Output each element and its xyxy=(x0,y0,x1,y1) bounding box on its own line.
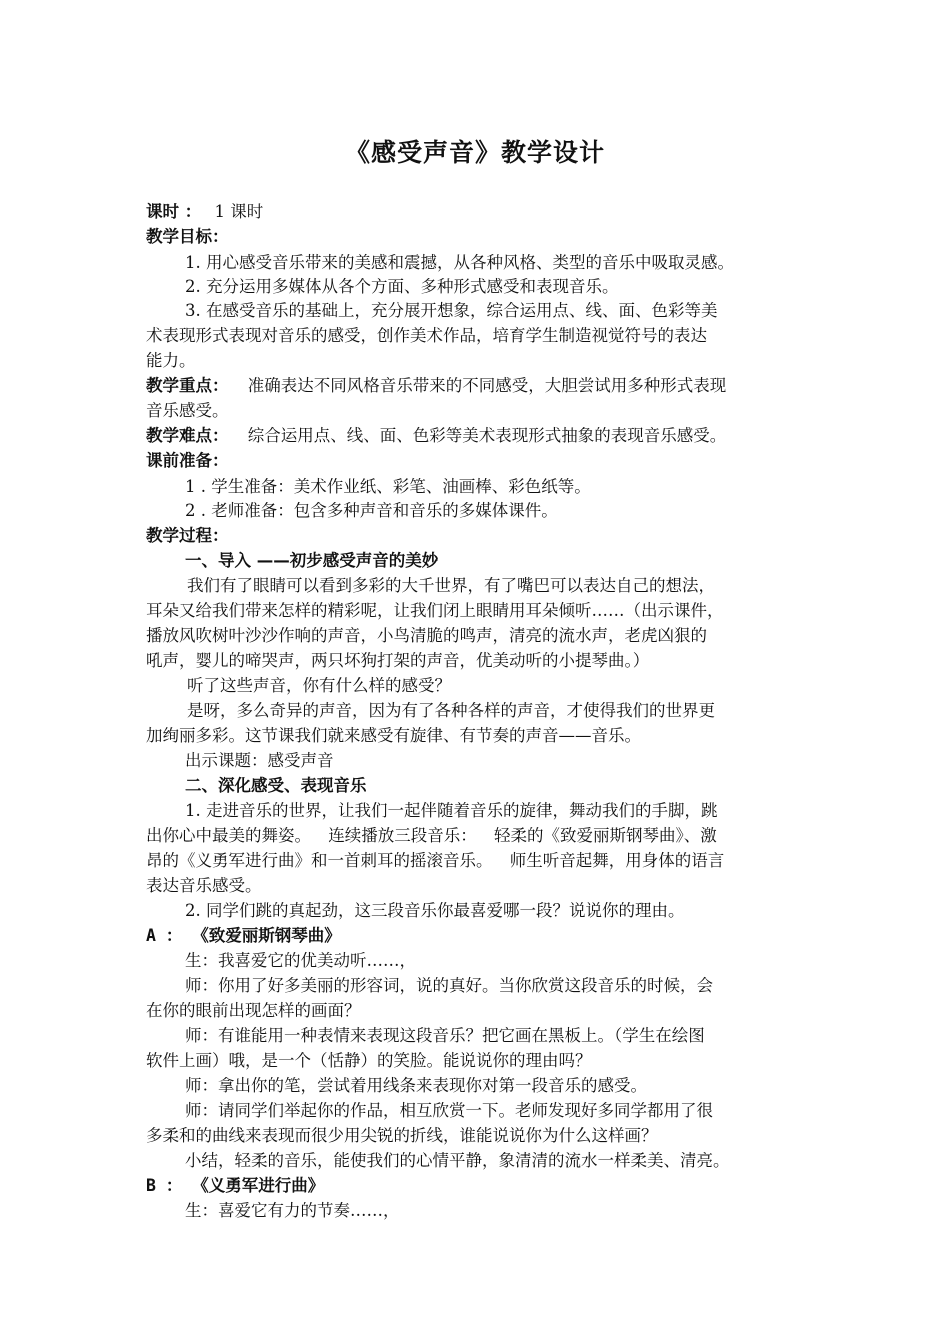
key-points-line-1 xyxy=(146,373,726,398)
section-1-paragraph-3-line-1: 是呀，多么奇异的声音，因为有了各种各样的声音，才使得我们的世界更 xyxy=(187,701,715,720)
objective-item-2: 2. 充分运用多媒体从各个方面、多种形式感受和表现音乐。 xyxy=(185,277,619,296)
difficult-points-text: 综合运用点、线、面、色彩等美术表现形式抽象的表现音乐感受。 xyxy=(247,426,727,445)
part-a-line-4: 师：有谁能用一种表情来表现这段音乐？把它画在黑板上。（学生在绘图 xyxy=(185,1026,705,1045)
section-1-paragraph-1-line-4: 吼声，婴儿的啼哭声，两只坏狗打架的声音，优美动听的小提琴曲。） xyxy=(146,651,650,670)
part-a-line-3: 在你的眼前出现怎样的画面？ xyxy=(146,1001,361,1020)
difficult-points-label: 教学难点： xyxy=(146,426,229,445)
section-1-paragraph-2: 听了这些声音，你有什么样的感受？ xyxy=(187,676,451,695)
lesson-hours-label: 课时 ： xyxy=(146,202,202,221)
section-1-paragraph-3-line-2: 加绚丽多彩。这节课我们就来感受有旋律、有节奏的声音——音乐。 xyxy=(146,726,641,745)
part-a-line-7: 师：请同学们举起你的作品，相互欣赏一下。老师发现好多同学都用了很 xyxy=(185,1101,713,1120)
process-label: 教学过程： xyxy=(146,526,229,545)
part-b-line-1: 生：喜爱它有力的节奏……， xyxy=(185,1201,400,1220)
section-1-heading: 一、导入 ——初步感受声音的美妙 xyxy=(185,551,439,570)
section-2-paragraph-1-line-2 xyxy=(146,823,717,848)
lesson-hours-line xyxy=(146,199,263,224)
section-2-text-e: 师生听音起舞，用身体的语言 xyxy=(509,851,725,870)
difficult-points-line xyxy=(146,423,726,448)
section-2-paragraph-1-line-3 xyxy=(146,848,724,873)
section-1-paragraph-1-line-2: 耳朵又给我们带来怎样的精彩呢，让我们闭上眼睛用耳朵倾听……（出示课件， xyxy=(146,601,724,620)
section-2-paragraph-1-line-1: 1. 走进音乐的世界，让我们一起伴随着音乐的旋律，舞动我们的手脚，跳 xyxy=(185,801,718,820)
part-a-line-1: 生：我喜爱它的优美动听……， xyxy=(185,951,416,970)
objective-item-3-line-1: 3. 在感受音乐的基础上，充分展开想象，综合运用点、线、面、色彩等美 xyxy=(185,301,718,320)
objective-item-1: 1. 用心感受音乐带来的美感和震撼，从各种风格、类型的音乐中吸取灵感。 xyxy=(185,253,734,272)
section-1-paragraph-4: 出示课题：感受声音 xyxy=(185,751,334,770)
part-a-heading: A ： 《致爱丽斯钢琴曲》 xyxy=(146,926,341,945)
lesson-hours-value: 1 课时 xyxy=(214,202,264,221)
part-a-line-5: 软件上画）哦，是一个（恬静）的笑脸。能说说你的理由吗？ xyxy=(146,1051,592,1070)
section-1-paragraph-1-line-3: 播放风吹树叶沙沙作响的声音，小鸟清脆的鸣声，清亮的流水声，老虎凶狠的 xyxy=(146,626,707,645)
preparation-teacher: 2 . 老师准备：包含多种声音和音乐的多媒体课件。 xyxy=(185,501,558,520)
section-2-text-a: 出你心中最美的舞姿。 xyxy=(146,826,311,845)
objective-item-3-line-2: 术表现形式表现对音乐的感受，创作美术作品，培育学生制造视觉符号的表达 xyxy=(146,326,707,345)
section-2-text-b: 连续播放三段音乐： xyxy=(328,826,477,845)
objective-item-3-line-3: 能力。 xyxy=(146,351,196,370)
section-2-text-c: 轻柔的《致爱丽斯钢琴曲》、激 xyxy=(494,826,717,845)
key-points-text: 准确表达不同风格音乐带来的不同感受，大胆尝试用多种形式表现 xyxy=(247,376,727,395)
part-a-summary: 小结，轻柔的音乐，能使我们的心情平静，象清清的流水一样柔美、清亮。 xyxy=(185,1151,730,1170)
section-2-paragraph-1-line-4: 表达音乐感受。 xyxy=(146,876,262,895)
section-1-paragraph-1-line-1: 我们有了眼睛可以看到多彩的大千世界，有了嘴巴可以表达自己的想法， xyxy=(187,576,715,595)
part-a-line-8: 多柔和的曲线来表现而很少用尖锐的折线，谁能说说你为什么这样画？ xyxy=(146,1126,658,1145)
key-points-line-2: 音乐感受。 xyxy=(146,401,229,420)
preparation-student: 1 . 学生准备：美术作业纸、彩笔、油画棒、彩色纸等。 xyxy=(185,477,591,496)
part-b-heading: B ： 《义勇军进行曲》 xyxy=(146,1176,325,1195)
section-2-paragraph-2: 2. 同学们跳的真起劲，这三段音乐你最喜爱哪一段？说说你的理由。 xyxy=(185,901,685,920)
preparation-label: 课前准备： xyxy=(146,451,229,470)
objectives-label: 教学目标： xyxy=(146,227,229,246)
section-2-text-d: 昂的《义勇军进行曲》和一首刺耳的摇滚音乐。 xyxy=(146,851,493,870)
document-title: 《感受声音》教学设计 xyxy=(344,138,605,167)
key-points-label: 教学重点： xyxy=(146,376,229,395)
part-a-line-2: 师：你用了好多美丽的形容词，说的真好。当你欣赏这段音乐的时候，会 xyxy=(185,976,713,995)
part-a-line-6: 师：拿出你的笔，尝试着用线条来表现你对第一段音乐的感受。 xyxy=(185,1076,647,1095)
section-2-heading: 二、深化感受、表现音乐 xyxy=(185,776,367,795)
